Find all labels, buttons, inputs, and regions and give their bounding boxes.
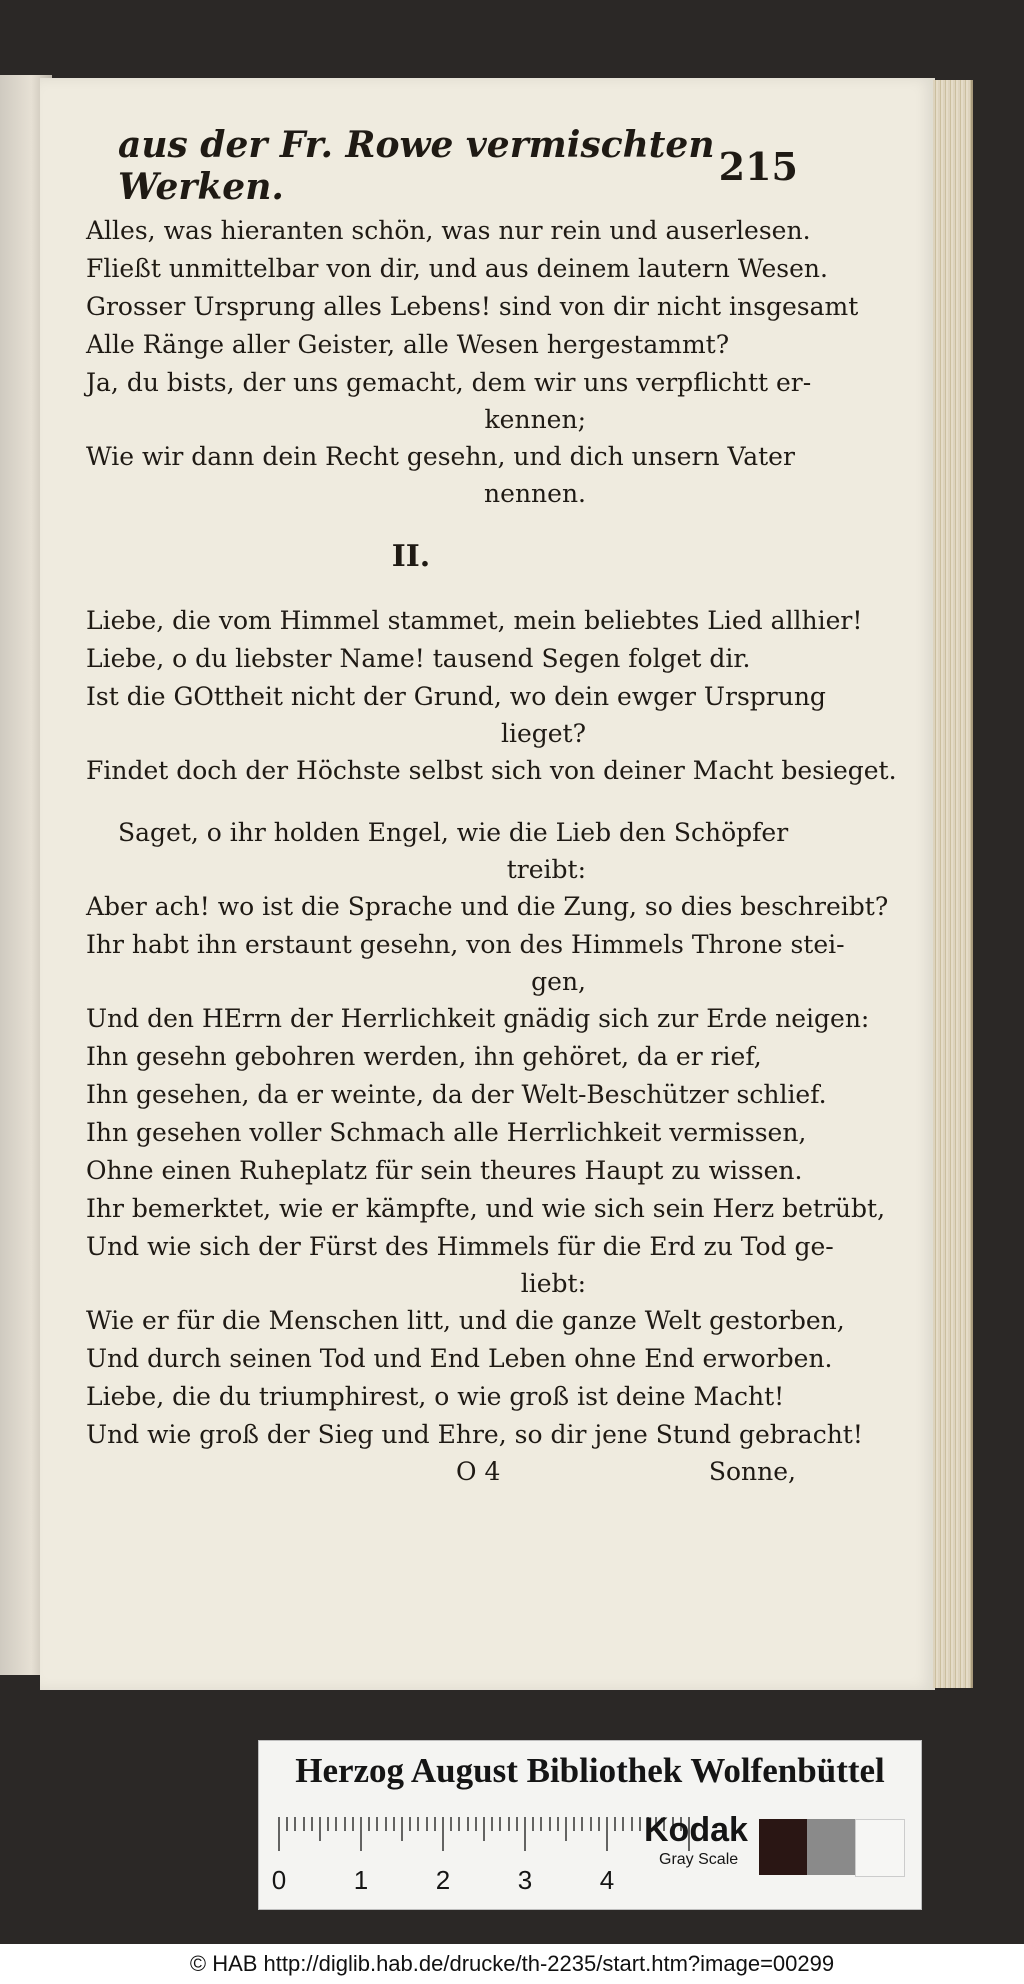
ruler-number: 1 — [353, 1865, 369, 1895]
text-line: Aber ach! wo ist die Sprache und die Zung, so dies beschreibt? — [86, 892, 889, 921]
gray-patch-mid — [807, 1819, 855, 1875]
text-line: Liebe, die du triumphirest, o wie groß ist deine Macht! — [86, 1382, 785, 1411]
page-foot — [86, 1454, 796, 1490]
color-target — [258, 1740, 922, 1910]
text-line: Wie er für die Menschen litt, und die ganze Welt gestorben, — [86, 1306, 845, 1335]
section-number: II. — [391, 539, 431, 574]
text-line: Ihr habt ihn erstaunt gesehn, von des Himmels Throne stei- — [86, 930, 845, 959]
gray-patch-light — [855, 1819, 905, 1877]
gray-patch-dark — [759, 1819, 807, 1875]
text-line: Saget, o ihr holden Engel, wie die Lieb den Schöpfer — [118, 818, 789, 847]
signature-mark: O 4 — [456, 1457, 501, 1486]
copyright-footer: © HAB http://diglib.hab.de/drucke/th-2235/start.htm?image=00299 — [0, 1944, 1024, 1984]
page-number: 215 — [718, 143, 798, 189]
text-line-continuation: lieget? — [500, 719, 586, 748]
text-line: Und wie sich der Fürst des Himmels für die Erd zu Tod ge- — [86, 1232, 834, 1261]
page-fore-edge — [933, 80, 973, 1688]
text-line: Alle Ränge aller Geister, alle Wesen hergestammt? — [86, 330, 730, 359]
text-line: Ihn gesehen voller Schmach alle Herrlichkeit vermissen, — [86, 1118, 807, 1147]
text-line: Ja, du bists, der uns gemacht, dem wir uns verpflichtt er- — [86, 368, 812, 397]
text-line: Grosser Ursprung alles Lebens! sind von dir nicht insgesamt — [86, 292, 859, 321]
text-line: Fließt unmittelbar von dir, und aus deinem lautern Wesen. — [86, 254, 828, 283]
institution-name: Herzog August Bibliothek Wolfenbüttel — [295, 1751, 885, 1790]
kodak-logo: Kodak — [644, 1811, 748, 1849]
text-line-continuation: kennen; — [484, 405, 586, 434]
page-text — [86, 212, 897, 1490]
text-line: Ihn gesehen, da er weinte, da der Welt-Beschützer schlief. — [86, 1080, 827, 1109]
text-line-continuation: treibt: — [506, 855, 586, 884]
text-line: Liebe, die vom Himmel stammet, mein beliebtes Lied allhier! — [86, 606, 863, 635]
text-line: Und durch seinen Tod und End Leben ohne End erworben. — [86, 1344, 833, 1373]
text-line: Ohne einen Ruheplatz für sein theures Haupt zu wissen. — [86, 1156, 803, 1185]
running-title: aus der Fr. Rowe vermischten Werken. — [118, 124, 715, 208]
gray-scale-label: Gray Scale — [659, 1851, 739, 1868]
text-line: Ist die GOttheit nicht der Grund, wo dein ewger Ursprung — [86, 682, 826, 711]
stanza-gap — [86, 790, 796, 814]
text-line: Wie wir dann dein Recht gesehn, und dich unsern Vater — [86, 442, 795, 471]
text-line-continuation: gen, — [531, 967, 586, 996]
ruler-number: 4 — [599, 1865, 615, 1895]
text-line: Ihr bemerktet, wie er kämpfte, und wie sich sein Herz betrübt, — [86, 1194, 886, 1223]
measuring-ruler — [271, 1809, 699, 1904]
ruler-number: 0 — [271, 1865, 287, 1895]
text-line: Ihn gesehn gebohren werden, ihn gehöret, da er rief, — [86, 1042, 762, 1071]
ruler-number: 3 — [517, 1865, 533, 1895]
text-line: Liebe, o du liebster Name! tausend Segen folget dir. — [86, 644, 751, 673]
text-line: Und wie groß der Sieg und Ehre, so dir jene Stund gebracht! — [86, 1420, 863, 1449]
text-line: Und den HErrn der Herrlichkeit gnädig sich zur Erde neigen: — [86, 1004, 870, 1033]
text-line-continuation: liebt: — [520, 1269, 586, 1298]
running-header — [118, 124, 798, 208]
catchword: Sonne, — [708, 1457, 796, 1486]
ruler-number: 2 — [435, 1865, 451, 1895]
text-line: Alles, was hieranten schön, was nur rein und auserlesen. — [86, 216, 811, 245]
text-line-continuation: nennen. — [484, 479, 586, 508]
text-line: Findet doch der Höchste selbst sich von deiner Macht besieget. — [86, 756, 897, 785]
